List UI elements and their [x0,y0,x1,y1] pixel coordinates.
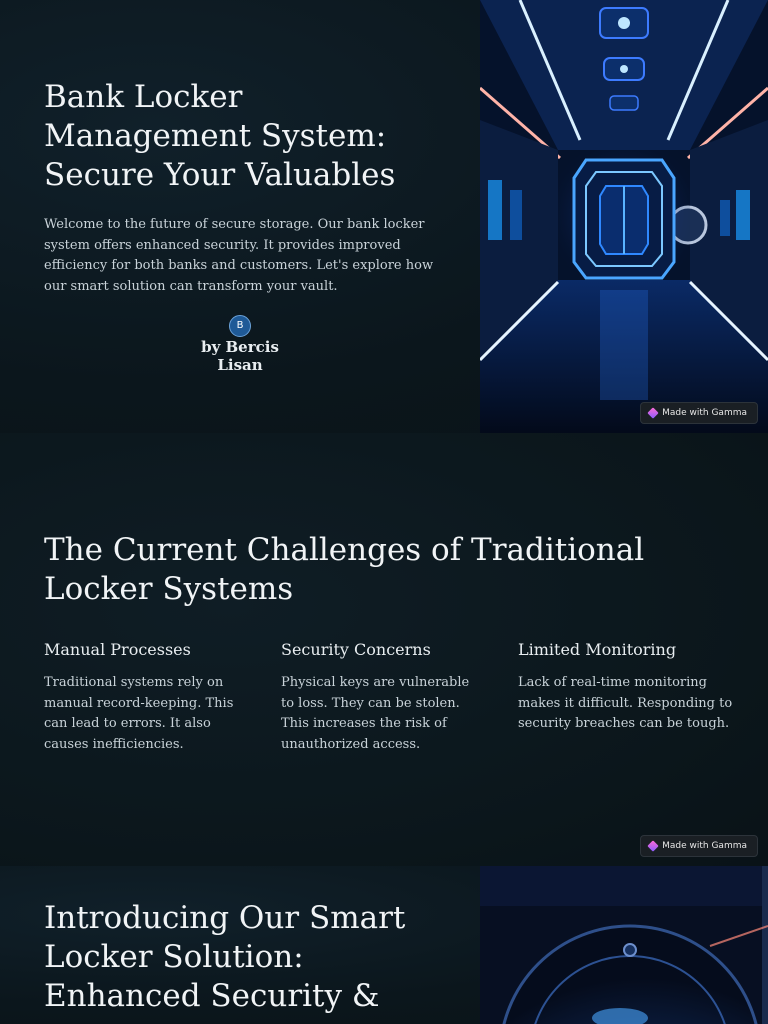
challenge-text: Traditional systems rely on manual record-keeping. This can lead to errors. It also causes inefficiencies. [44,675,234,752]
challenge-heading: Manual Processes [44,640,191,659]
challenge-card-monitoring [518,640,733,735]
challenge-heading: Security Concerns [281,640,431,659]
badge-label: Made with Gamma [662,408,747,418]
slide1-title: Bank Locker Management System: Secure Your Valuables [44,79,396,193]
challenge-card-security [281,640,481,755]
challenge-text: Lack of real-time monitoring makes it difficult. Responding to security breaches can be tough. [518,675,733,731]
slide3-title: Introducing Our Smart Locker Solution: Enhanced Security & [44,900,406,1014]
gamma-icon [647,840,658,851]
author-block [180,313,300,374]
slide1-intro: Welcome to the future of secure storage. Our bank locker system offers enhanced security. It provides improved efficiency for both banks and customers. Let's explore how our smart solution can transform your vault. [44,217,434,294]
gamma-icon [647,407,658,418]
challenge-card-manual [44,640,259,755]
challenge-heading: Limited Monitoring [518,640,677,659]
badge-label: Made with Gamma [662,841,747,851]
slide2-title: The Current Challenges of Traditional Locker Systems [44,532,645,607]
vault-corridor-image [480,0,768,433]
vault-door-illustration [480,866,768,1024]
challenge-text: Physical keys are vulnerable to loss. They can be stolen. This increases the risk of unauthorized access. [281,675,470,752]
slide-title [0,0,768,433]
avatar: B [229,315,251,337]
made-with-gamma-badge[interactable] [640,402,758,424]
author-name: by Bercis Lisan [201,338,279,374]
vault-door-image [480,866,768,1024]
vault-corridor-illustration [480,0,768,433]
made-with-gamma-badge[interactable] [640,835,758,857]
slide-challenges [0,433,768,866]
slide-solution [0,866,768,1024]
